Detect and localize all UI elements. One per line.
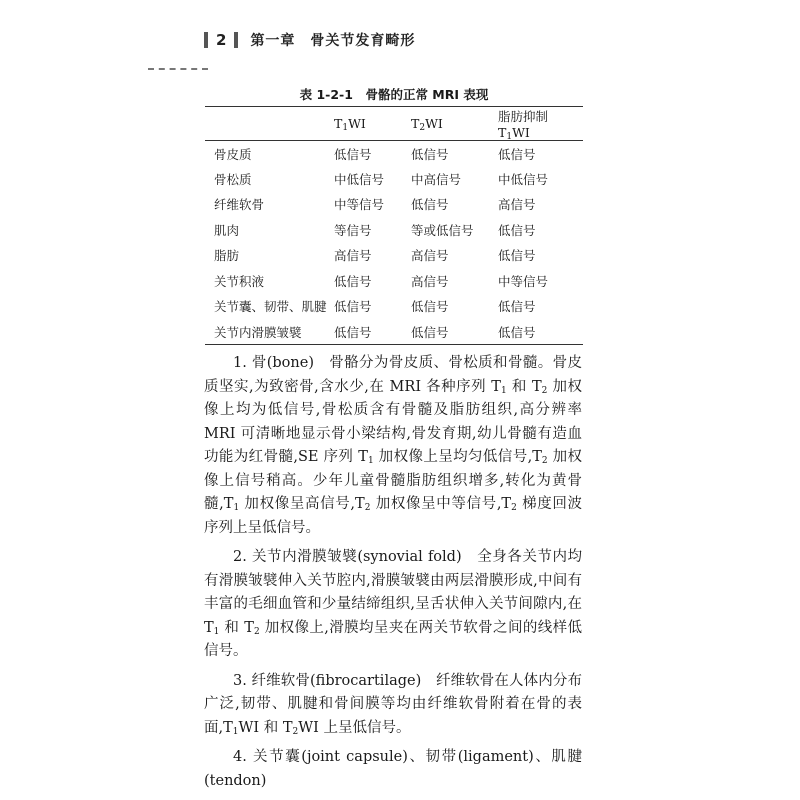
table-cell: 中等信号 (498, 273, 549, 289)
page-number: 2 (216, 31, 227, 49)
table-cell: 低信号 (411, 197, 449, 213)
paragraph-synovial-fold: 2. 关节内滑膜皱襞(synovial fold) 全身各关节内均有滑膜皱襞伸入关节腔内,滑膜皱襞由两层滑膜形成,中间有丰富的毛细血管和少量结缔组织,呈舌状伸入关节间隙内,在 $T_1$ 和 $T_2$ 加权像上,滑膜均呈夹在两关节软骨之间的线样低信号。 (204, 549, 582, 659)
table-cell: 高信号 (411, 248, 449, 264)
paragraph-fibrocartilage: 3. 纤维软骨(fibrocartilage) 纤维软骨在人体内分布广泛,韧带、肌腱和骨间膜等均由纤维软骨附着在骨的表面$,T_1WI$ 和 $T_2WI$ 上呈低信号。 (204, 672, 582, 737)
table-cell: 低信号 (334, 299, 372, 315)
table-row (205, 192, 583, 218)
page-header (204, 30, 415, 50)
table-cell: 低信号 (498, 222, 536, 238)
table-row (205, 319, 583, 345)
row-label: 肌肉 (214, 222, 240, 238)
row-label: 关节内滑膜皱襞 (214, 324, 302, 340)
table-cell: 低信号 (498, 299, 536, 315)
table-cell: 中低信号 (334, 171, 385, 187)
row-label: 关节囊、韧带、肌腱 (214, 299, 327, 315)
table-cell: 低信号 (498, 324, 536, 340)
table-row (205, 243, 583, 269)
row-label: 骨皮质 (214, 146, 252, 162)
table-row (205, 141, 583, 167)
header-bar-right (234, 32, 238, 48)
table-cell: 高信号 (498, 197, 536, 213)
table-cell: 低信号 (498, 248, 536, 264)
header-dashed-rule (148, 68, 208, 70)
column-header-t1wi: $T_1WI$ (334, 116, 366, 133)
table-cell: 高信号 (334, 248, 372, 264)
table-cell: 低信号 (334, 273, 372, 289)
paragraph-joint-capsule: 4. 关节囊(joint capsule)、韧带(ligament)、肌腱(tendon) (204, 749, 582, 789)
table-row (205, 294, 583, 320)
row-label: 关节积液 (214, 273, 265, 289)
table-cell: 中低信号 (498, 171, 549, 187)
table-cell: 低信号 (411, 324, 449, 340)
mri-table (205, 106, 583, 345)
row-label: 纤维软骨 (214, 197, 265, 213)
header-bar-left (204, 32, 208, 48)
table-cell: 高信号 (411, 273, 449, 289)
row-label: 骨松质 (214, 171, 252, 187)
table-row (205, 268, 583, 294)
table-cell: 等信号 (334, 222, 372, 238)
table-caption: 表 1-2-1 骨骼的正常 MRI 表现 (299, 87, 489, 102)
table-header-row (205, 107, 583, 141)
table-cell: 低信号 (411, 299, 449, 315)
table-body (205, 141, 583, 345)
paragraph-bone: 1. 骨(bone) 骨骼分为骨皮质、骨松质和骨髓。骨皮质坚实,为致密骨,含水少,在 MRI 各种序列 $T_1$ 和 $T_2$ 加权像上均为低信号,骨松质含有骨髓及脂肪组织,高分辨率 MRI 可清晰地显示骨小梁结构,骨发育期,幼儿骨髓有造血功能为红骨髓,SE 序列 $T_1$ 加权像上呈均匀低信号$,T_2$ 加权像上信号稍高。少年儿童骨髓脂肪组织增多,转化为黄骨髓$,T_1$ 加权像呈高信号$,T_2$ 加权像呈中等信号$,T_2$ 梯度回波序列上呈低信号。 (204, 355, 583, 536)
table-cell: 中高信号 (411, 171, 462, 187)
column-header (205, 107, 334, 141)
table-cell: 低信号 (411, 146, 449, 162)
table-cell: 等或低信号 (411, 222, 474, 238)
table-cell: 中等信号 (334, 197, 385, 213)
table-row (205, 217, 583, 243)
column-header-fat-suppressed-t1wi: 脂肪抑制 $T_1WI$ (498, 109, 549, 142)
body-text (204, 352, 582, 793)
table-cell: 低信号 (334, 146, 372, 162)
row-label: 脂肪 (214, 248, 240, 264)
table-row (205, 166, 583, 192)
table-cell: 低信号 (498, 146, 536, 162)
chapter-title: 第一章 骨关节发育畸形 (250, 33, 416, 49)
column-header-t2wi: $T_2WI$ (411, 116, 443, 133)
table-cell: 低信号 (334, 324, 372, 340)
